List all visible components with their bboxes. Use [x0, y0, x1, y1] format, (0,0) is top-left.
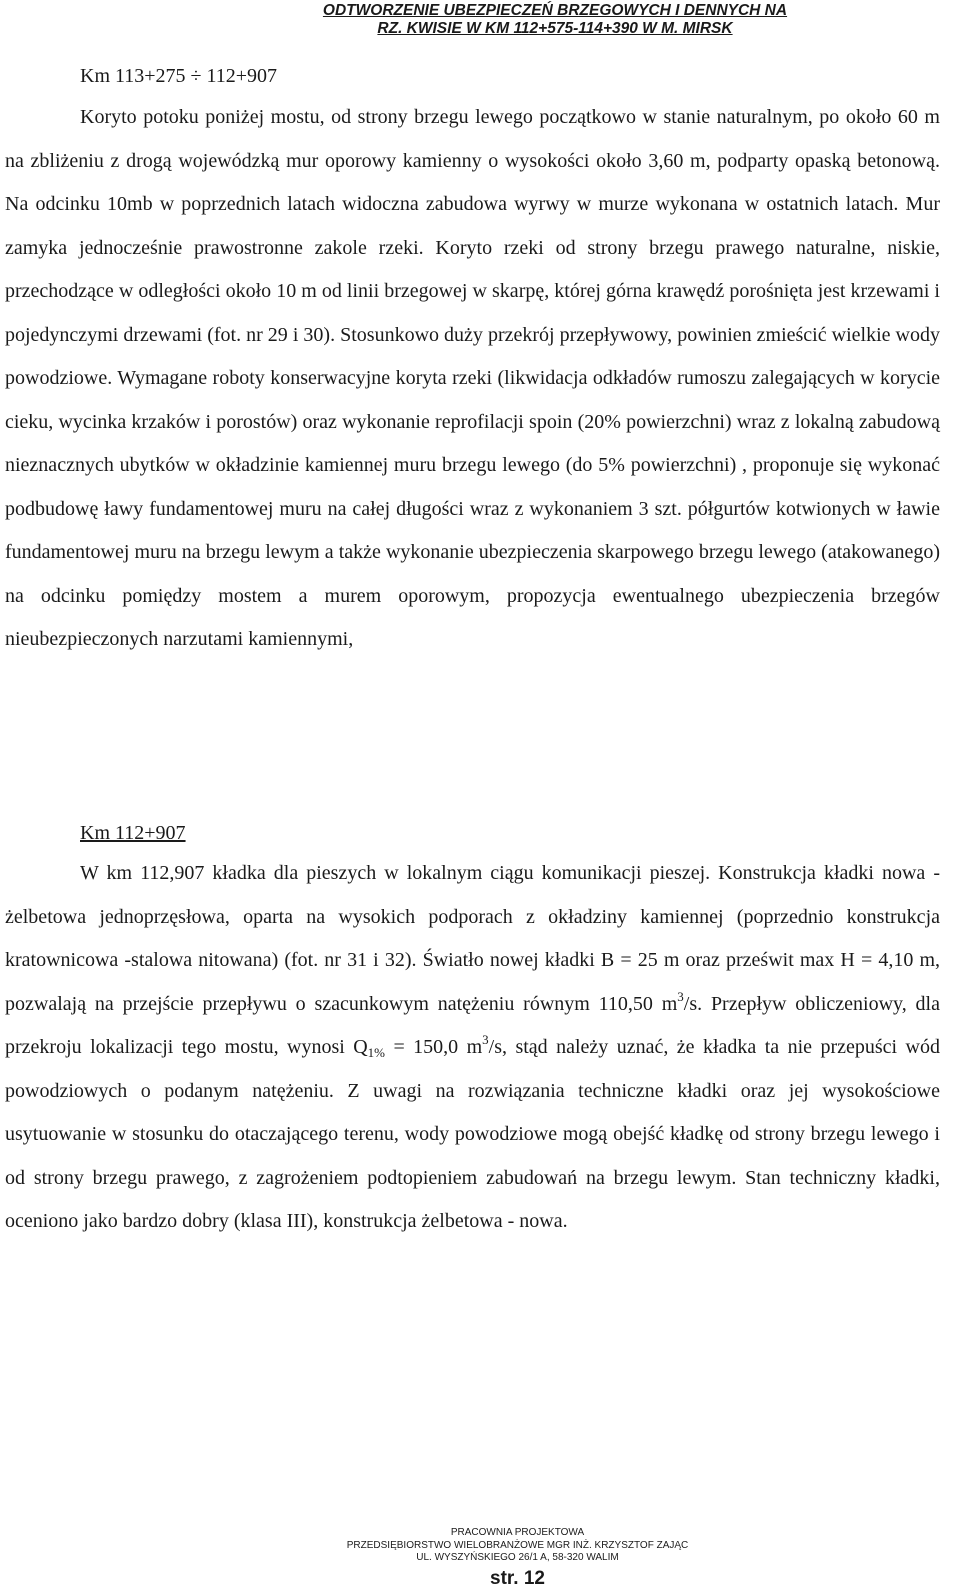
paragraph-2-text-d: /s, stąd należy uznać, że kładka ta nie przepuści wód powodziowych o podanym natężeniu. Z uwagi na rozwiązania techniczne kładki oraz jej wysokościowe usytuowanie w stosunku do otaczającego terenu, wody powodziowe mogą obejść kładkę od strony brzegu lewego i od strony brzegu prawego, z zagrożeniem podtopieniem zabudowań na brzegu lewym. Stan techniczny kładki, oceniono jako bardzo dobry (klasa III), konstrukcja żelbetowa - nowa. — [5, 1036, 940, 1232]
paragraph-2-text-b: /s. Przepływ obliczeniowy, dla przekroju lokalizacji tego mostu, wynosi Q — [5, 992, 940, 1058]
company-footer — [0, 1527, 960, 1565]
footer-line-1: PRACOWNIA PROJEKTOWA — [450, 1527, 585, 1538]
section-paragraph-2 — [5, 852, 940, 1244]
footer-line-2: PRZEDSIĘBIORSTWO WIELOBRANŻOWE MGR INŻ. KRZYSZTOF ZAJĄC — [346, 1539, 689, 1551]
footer-line-3: UL. WYSZYŃSKIEGO 26/1 A, 58-320 WALIM — [416, 1552, 619, 1563]
header-line-1: ODTWORZENIE UBEZPIECZEŃ BRZEGOWYCH I DENNYCH NA — [322, 2, 788, 19]
paragraph-2-text-a: W km 112,907 kładka dla pieszych w lokalnym ciągu komunikacji pieszej. Konstrukcja kładki nowa - żelbetowa jednoprzęsłowa, oparta na wysokich podporach z okładziny kamiennej (poprzednio konstrukcja kratownicowa -stalowa nitowana) (fot. nr 31 i 32). Światło nowej kładki B = 25 m oraz prześwit max H = 4,10 m, pozwalają na przejście przepływu o szacunkowym natężeniu równym 110,50 m — [5, 862, 940, 1015]
subscript-q-1-percent: 1% — [367, 1045, 386, 1060]
section-heading-km-112-907: Km 112+907 — [80, 822, 186, 844]
page-number: str. 12 — [490, 1568, 545, 1589]
paragraph-2-text-c: = 150,0 m — [385, 1036, 483, 1058]
section-heading-km-113-275: Km 113+275 ÷ 112+907 — [80, 65, 278, 87]
superscript-cubic-2: 3 — [482, 1032, 489, 1047]
section-paragraph-1: Koryto potoku poniżej mostu, od strony brzegu lewego początkowo w stanie naturalnym, po około 60 m na zbliżeniu z drogą wojewódzką mur oporowy kamienny o wysokości około 3,60 m, podparty opaską betonową. Na odcinku 10mb w poprzednich latach widoczna zabudowa wyrwy w murze wykonana w ostatnich latach. Mur zamyka jednocześnie prawostronne zakole rzeki. Koryto rzeki od strony brzegu prawego naturalne, niskie, przechodzące w odległości około 10 m od linii brzegowej w skarpę, której górna krawędź porośnięta jest krzewami i pojedynczymi drzewami (fot. nr 29 i 30). Stosunkowo duży przekrój przepływowy, powinien zmieścić wielkie wody powodziowe. Wymagane roboty konserwacyjne koryta rzeki (likwidacja odkładów rumoszu zalegających w korycie cieku, wycinka krzaków i porostów) oraz wykonanie reprofilacji spoin (20% powierzchni) wraz z lokalną zabudową nieznacznych ubytków w okładzinie kamiennej muru brzegu lewego (do 5% powierzchni) , proponuje się wykonać podbudowę ławy fundamentowej muru na całej długości wraz z wykonaniem 3 szt. półgurtów kotwionych w ławie fundamentowej muru na brzegu lewym a także wykonanie ubezpieczenia skarpowego brzegu lewego (atakowanego) na odcinku pomiędzy mostem a murem oporowym, propozycja ewentualnego ubezpieczenia brzegów nieubezpieczonych narzutami kamiennymi, — [5, 106, 940, 650]
header-line-2: RZ. KWISIE W KM 112+575-114+390 W M. MIRSK — [377, 20, 733, 37]
running-header — [0, 2, 960, 38]
superscript-cubic-1: 3 — [677, 988, 684, 1004]
